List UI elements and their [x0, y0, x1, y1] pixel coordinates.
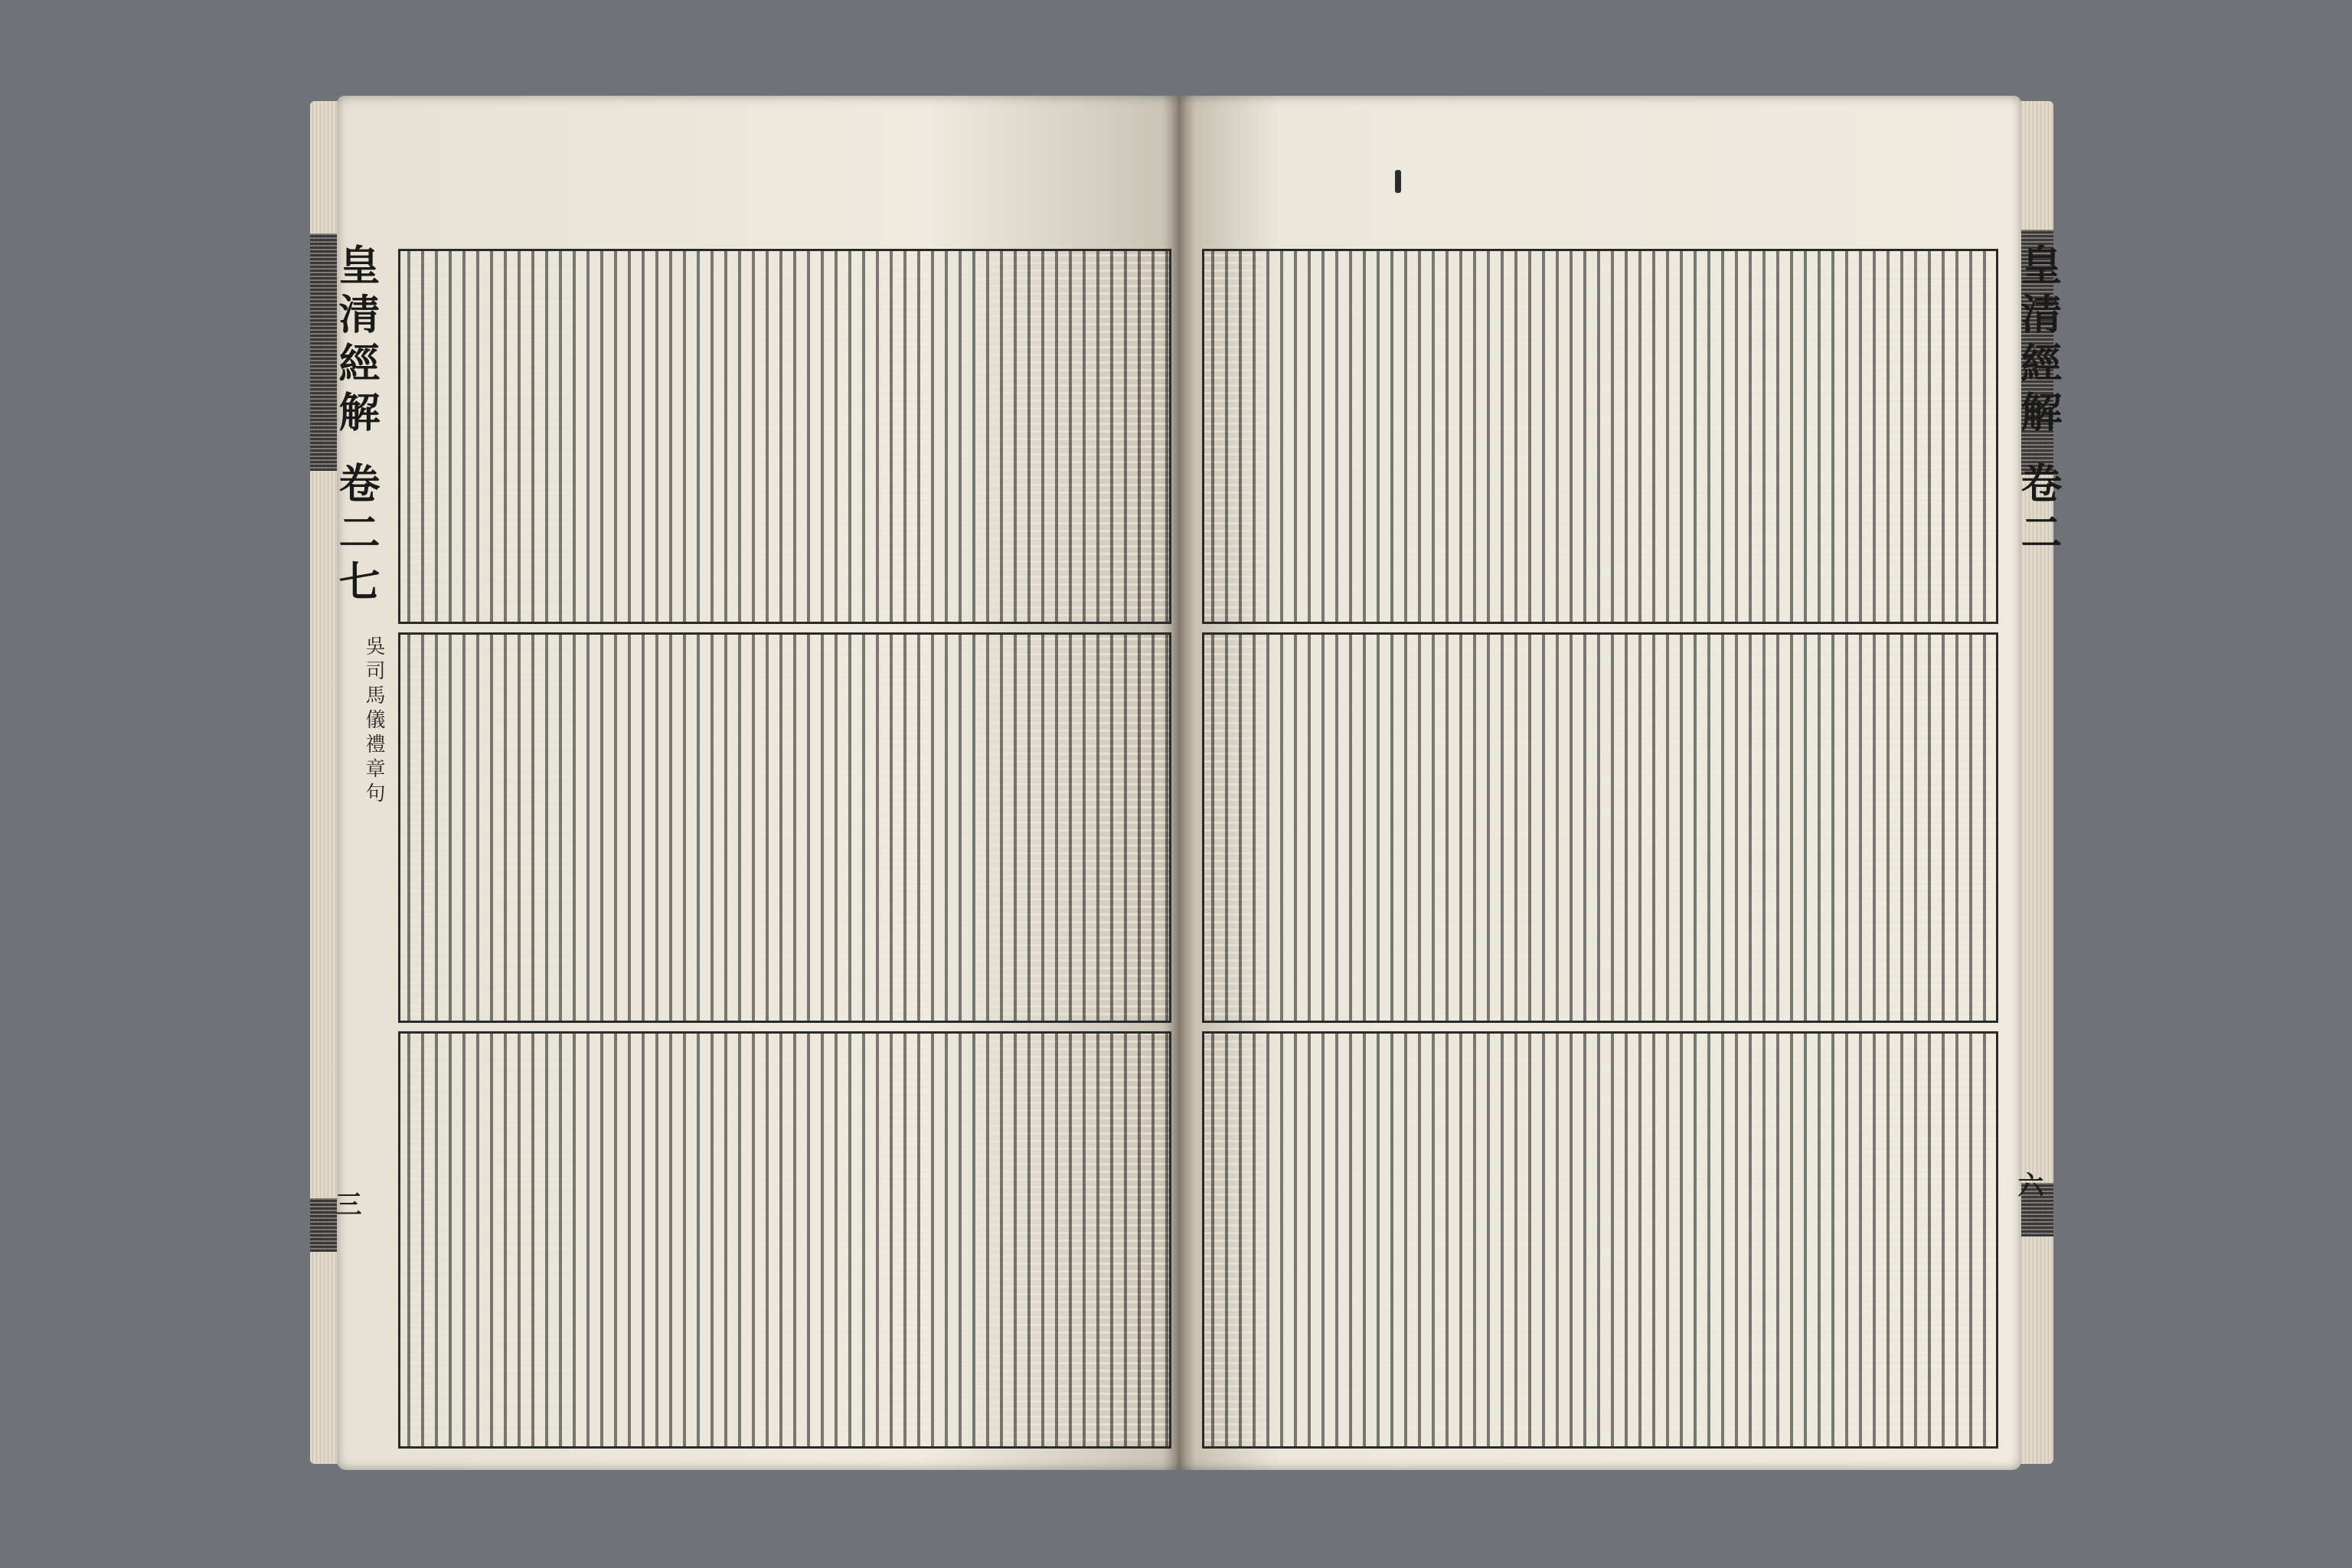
left-page-number: 三 — [331, 1191, 361, 1217]
ink-mark — [1395, 170, 1401, 193]
right-page-number: 六 — [2013, 1171, 2043, 1197]
right-text-block-top — [1202, 249, 1998, 624]
right-running-title — [2010, 243, 2069, 560]
left-text-block-middle — [398, 632, 1171, 1023]
left-volume-text: 卷二七 — [332, 461, 381, 609]
left-running-title — [328, 243, 387, 609]
right-running-title-text: 皇清經解 — [2014, 243, 2063, 439]
left-running-title-text: 皇清經解 — [332, 243, 381, 439]
left-text-block-top — [398, 249, 1171, 624]
right-text-block-bottom — [1202, 1031, 1998, 1449]
right-volume-text: 卷二 — [2014, 461, 2063, 560]
left-author-caption: 吳司馬儀禮章句 — [362, 635, 385, 807]
right-text-block-middle — [1202, 632, 1998, 1023]
left-text-block-bottom — [398, 1031, 1171, 1449]
